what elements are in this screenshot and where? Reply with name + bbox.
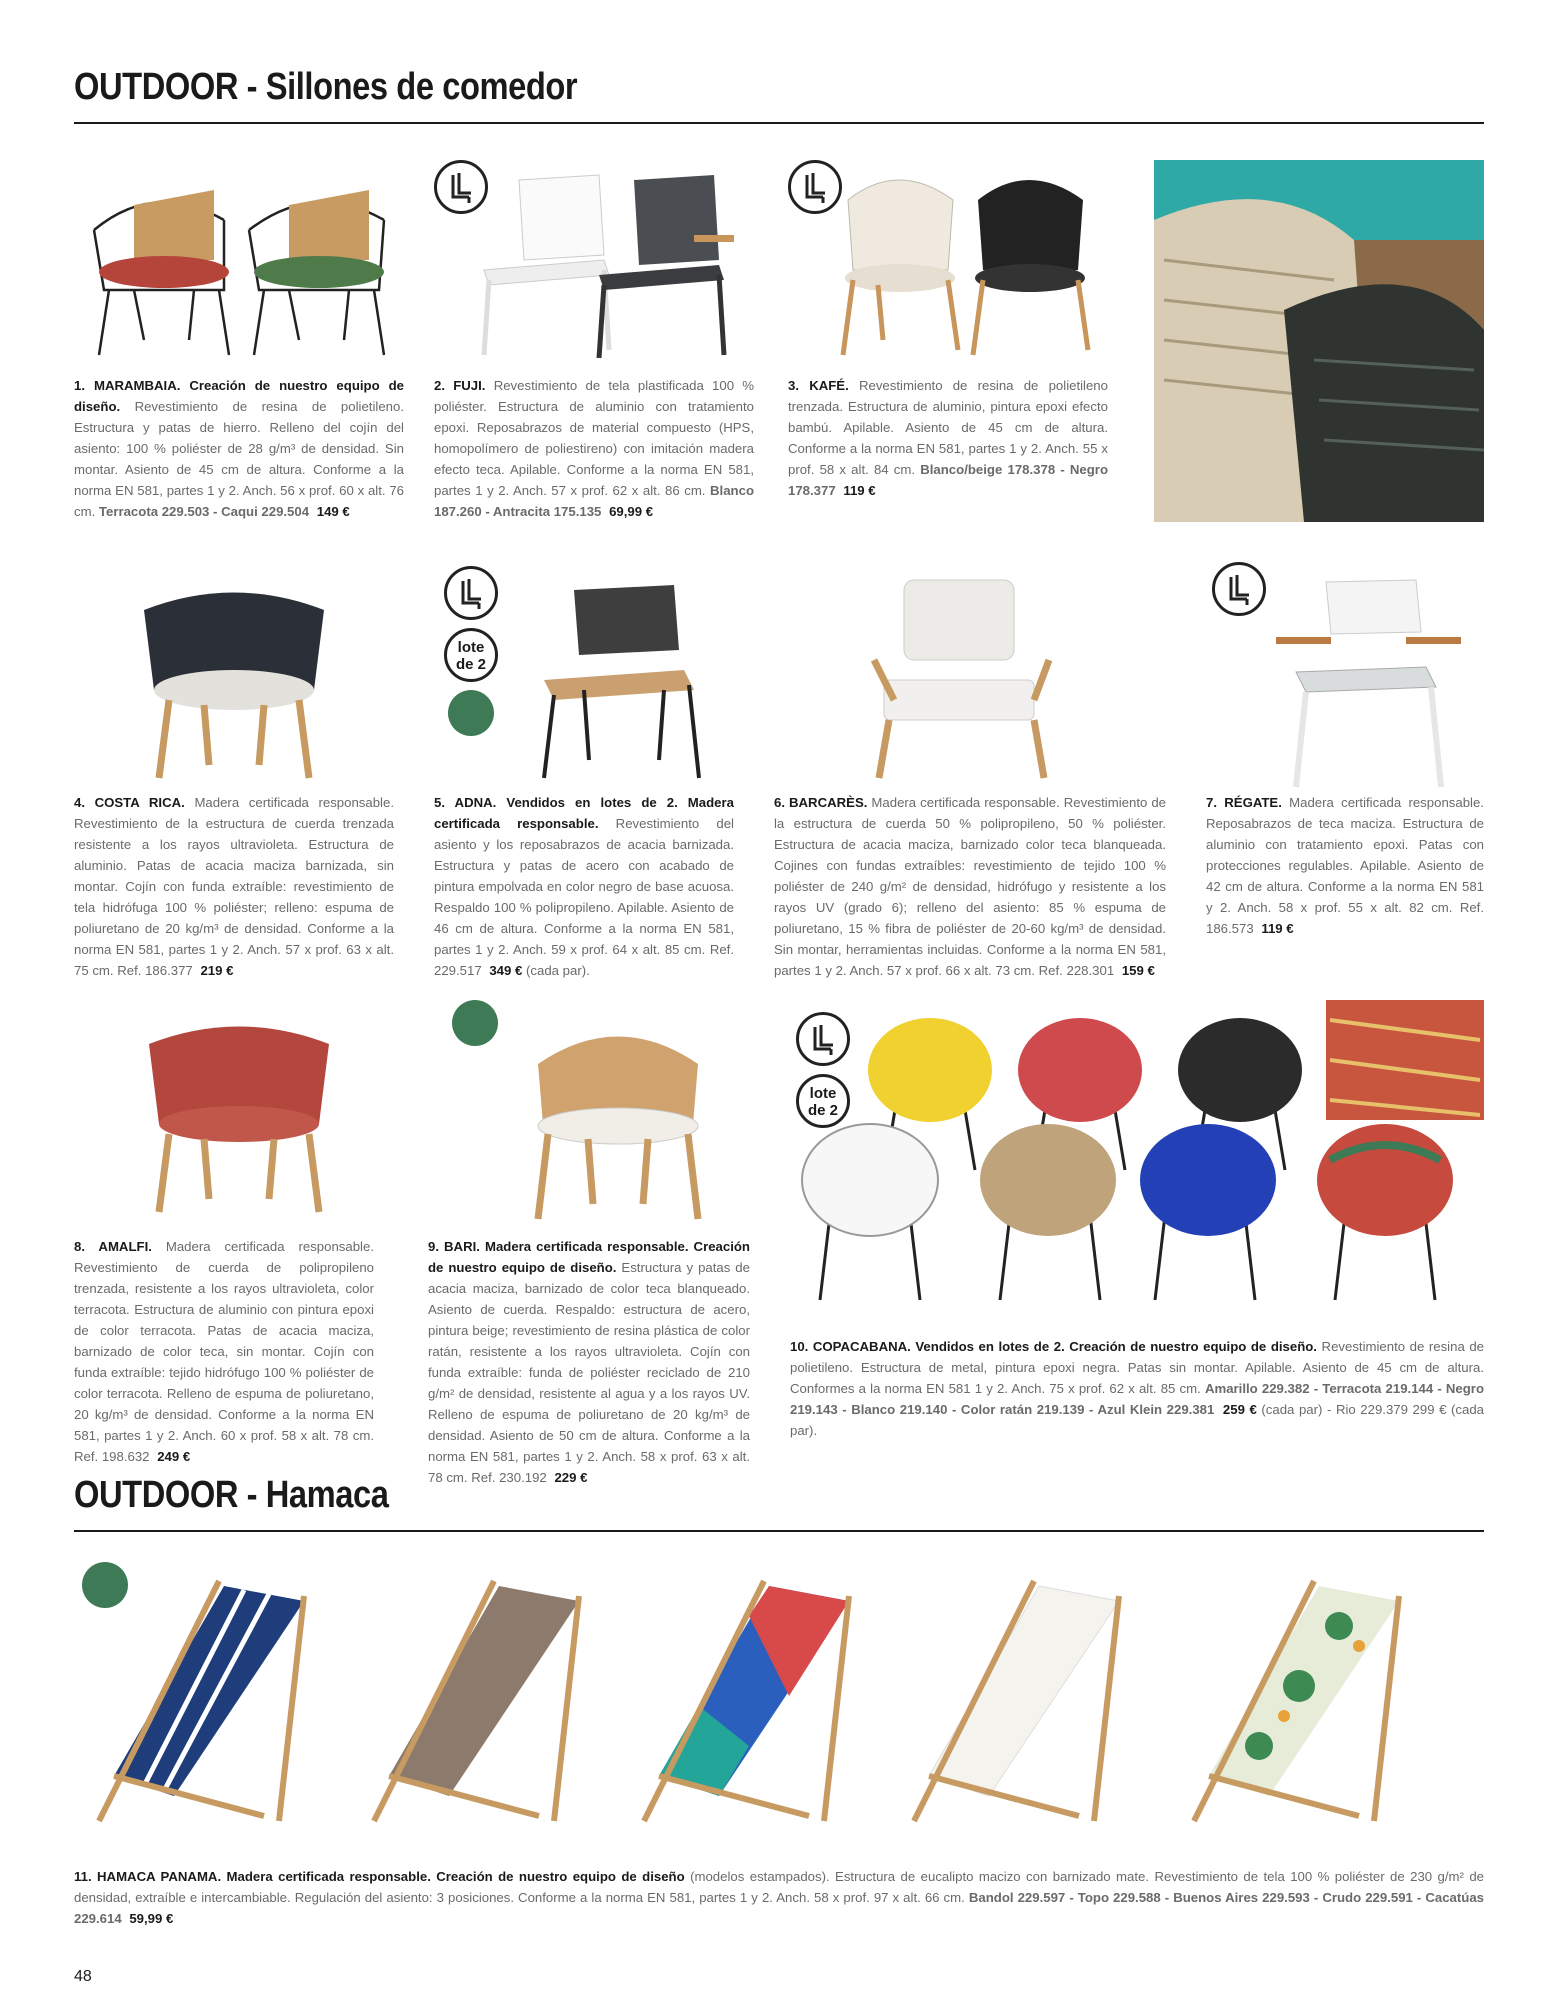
eco-globe-icon	[452, 1000, 498, 1046]
product-costa-rica	[74, 580, 394, 980]
product-bari	[428, 1000, 750, 1485]
product-fuji	[434, 160, 754, 530]
product-image	[788, 160, 1108, 360]
lot-of-two-badge: lote de 2	[796, 1074, 850, 1128]
page-number: 48	[74, 1968, 92, 1985]
product-hamaca-panama	[74, 1556, 1484, 1956]
product-description: 6. BARCARÈS. Madera certificada responsable. Revestimiento de la estructura de cuerda 50 % polipropileno, 50 % poliéster. Estructura de acacia maciza, barnizado color teca blanqueada. Cojines con fundas extraíbles: revestimiento de tejido 100 % poliéster de 240 g/m² de densidad, hidrófugo y resistente a los rayos UV (grado 6); relleno del asiento: 85 % espuma de poliuretano, 15 % fibra de poliéster de 20-60 kg/m³ de densidad. Sin montar, herramientas incluidas. Conforme a la norma EN 581, partes 1 y 2. Anch. 57 x prof. 66 x alt. 73 cm. Ref. 228.301 159 €	[774, 795, 1166, 978]
stackable-icon	[444, 566, 498, 620]
product-image	[74, 160, 404, 360]
lot-of-two-badge: lote de 2	[444, 628, 498, 682]
product-description: 1. MARAMBAIA. Creación de nuestro equipo de diseño. Revestimiento de resina de polietileno. Estructura y patas de hierro. Relleno del cojín del asiento: 100 % poliéster de 28 g/m³ de densidad. Sin montar. Asiento de 45 cm de altura. Conforme a la norma EN 581, partes 1 y 2. Anch. 56 x prof. 60 x alt. 76 cm. Terracota 229.503 - Caqui 229.504 149 €	[74, 378, 404, 519]
product-description: 7. RÉGATE. Madera certificada responsable. Reposabrazos de teca maciza. Estructura de aluminio con tratamiento epoxi. Patas con protecciones regulables. Apilable. Asiento de 42 cm de altura. Conforme a la norma EN 581 y 2. Anch. 58 x prof. 55 x alt. 82 cm. Ref. 186.573 119 €	[1206, 795, 1484, 936]
product-image	[508, 1014, 728, 1224]
product-description: 4. COSTA RICA. Madera certificada responsable. Revestimiento de la estructura de cuerda trenzada resistente a los rayos ultravioleta. Estructura de aluminio. Patas de acacia maciza barnizada, sin montar. Cojín con funda extraíble: revestimiento de tela hidrófuga 100 % poliéster; relleno: espuma de poliuretano de 20 kg/m³ de densidad. Conforme a la norma EN 581, partes 1 y 2. Anch. 57 x prof. 63 x alt. 75 cm. Ref. 186.377 219 €	[74, 795, 394, 978]
lifestyle-photo	[1154, 160, 1484, 522]
stackable-icon	[1212, 562, 1266, 616]
product-image	[74, 580, 394, 780]
section-divider	[74, 1530, 1484, 1532]
product-description: 11. HAMACA PANAMA. Madera certificada responsable. Creación de nuestro equipo de diseño (modelos estampados). Estructura de eucalipto macizo con barnizado mate. Revestimiento de tela 100 % poliéster de 230 g/m² de densidad, extraíble e intercambiable. Regulación del asiento: 3 posiciones. Conforme a la norma EN 581, partes 1 y 2. Anch. 58 x prof. 97 x alt. 66 cm. Bandol 229.597 - Topo 229.588 - Buenos Aires 229.593 - Crudo 229.591 - Cacatúas 229.614 59,99 €	[74, 1869, 1484, 1926]
product-amalfi	[74, 1014, 374, 1464]
eco-globe-icon	[448, 690, 494, 736]
product-image	[514, 580, 734, 780]
product-image	[134, 1014, 344, 1214]
product-description: 3. KAFÉ. Revestimiento de resina de polietileno trenzada. Estructura de aluminio, pintura epoxi efecto bambú. Apilable. Asiento de 45 cm de altura. Conforme a la norma EN 581, partes 1 y 2. Anch. 55 x prof. 58 x alt. 84 cm. Blanco/beige 178.378 - Negro 178.377 119 €	[788, 378, 1108, 498]
product-image	[1266, 572, 1476, 792]
product-description: 5. ADNA. Vendidos en lotes de 2. Madera certificada responsable. Revestimiento del asiento y los reposabrazos de acacia barnizada. Estructura y patas de acero con acabado de pintura empolvada en color negro de base acuosa. Respaldo 100 % polipropileno. Apilable. Asiento de 46 cm de altura. Conforme a la norma EN 581, partes 1 y 2. Anch. 59 x prof. 64 x alt. 85 cm. Ref. 229.517 349 € (cada par).	[434, 795, 734, 978]
product-kafe	[788, 160, 1108, 530]
product-copacabana	[790, 1000, 1484, 1450]
product-image	[790, 1000, 1484, 1330]
product-description: 9. BARI. Madera certificada responsable. Creación de nuestro equipo de diseño. Estructura y patas de acacia maciza, barnizado de color teca blanqueado. Asiento de cuerda. Respaldo: estructura de acero, pintura beige; revestimiento de resina plástica de color ratán, resistente a los rayos ultravioleta. Cojín con funda extraíble: funda de poliéster reciclado de 210 g/m² de densidad, resistente al agua y a los rayos UV. Relleno de espuma de poliuretano de 20 kg/m³ de densidad. Asiento de 50 cm de altura. Conforme a la norma EN 581, partes 1 y 2. Anch. 58 x prof. 63 x alt. 78 cm. Ref. 230.192 229 €	[428, 1239, 750, 1485]
product-image	[94, 1576, 1484, 1826]
product-marambaia	[74, 160, 404, 530]
product-adna	[434, 566, 734, 986]
product-image	[834, 570, 1094, 780]
section-title-dining: OUTDOOR - Sillones de comedor	[74, 66, 578, 108]
product-description: 10. COPACABANA. Vendidos en lotes de 2. Creación de nuestro equipo de diseño. Revestimiento de resina de polietileno. Estructura de metal, pintura epoxi negra. Patas sin montar. Apilable. Asiento de 45 cm de altura. Conformes a la norma EN 581 1 y 2. Anch. 75 x prof. 62 x alt. 85 cm. Amarillo 229.382 - Terracota 219.144 - Negro 219.143 - Blanco 219.140 - Color ratán 219.139 - Azul Klein 229.381 259 € (cada par) - Rio 229.379 299 € (cada par).	[790, 1339, 1485, 1438]
product-image	[434, 160, 754, 360]
product-barcares	[774, 570, 1166, 990]
product-regate	[1206, 562, 1484, 982]
section-title-hammock: OUTDOOR - Hamaca	[74, 1474, 389, 1516]
section-divider	[74, 122, 1484, 124]
product-description: 8. AMALFI. Madera certificada responsable. Revestimiento de cuerda de polipropileno trenzada, resistente a los rayos ultravioleta, color terracota. Estructura de aluminio con pintura epoxi de color terracota. Patas de acacia maciza, barnizado de color teca, sin montar. Cojín con funda extraíble: tejido hidrófugo 100 % poliéster de color terracota. Relleno de espuma de poliuretano, 20 kg/m³ de densidad. Conforme a la norma EN 581, partes 1 y 2. Anch. 60 x prof. 58 x alt. 78 cm. Ref. 198.632 249 €	[74, 1239, 374, 1464]
product-description: 2. FUJI. Revestimiento de tela plastificada 100 % poliéster. Estructura de aluminio con tratamiento epoxi. Reposabrazos de material compuesto (HPS, homopolímero de poliestireno) con imitación madera efecto teca. Apilable. Conforme a la norma EN 581, partes 1 y 2. Anch. 57 x prof. 62 x alt. 86 cm. Blanco 187.260 - Antracita 175.135 69,99 €	[434, 378, 755, 519]
